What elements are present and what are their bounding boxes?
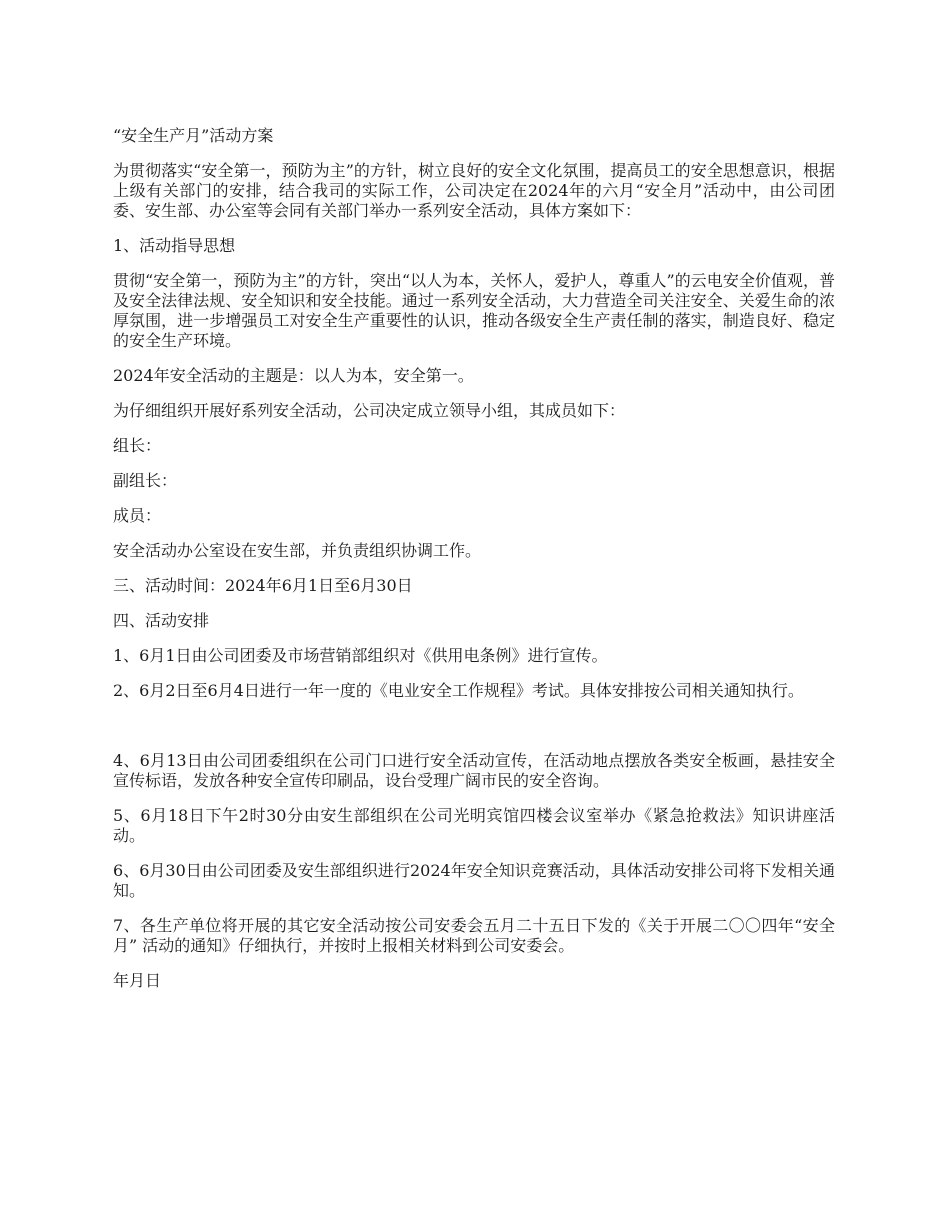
intro-paragraph: 为贯彻落实“安全第一，预防为主”的方针，树立良好的安全文化氛围，提高员工的安全思想意识，根据上级有关部门的安排，结合我司的实际工作，公司决定在2024年的六月“安全月”活动中，由公司团委、安生部、办公室等会同有关部门举办一系列安全活动，具体方案如下：	[113, 161, 835, 220]
leadership-group-paragraph: 为仔细组织开展好系列安全活动，公司决定成立领导小组，其成员如下：	[113, 401, 626, 420]
date-line: 年月日	[113, 971, 162, 990]
arrangement-item-7: 7、各生产单位将开展的其它安全活动按公司安委会五月二十五日下发的《关于开展二〇〇四年“安全月” 活动的通知》仔细执行，并按时上报相关材料到公司安委会。	[113, 916, 835, 955]
guiding-thought-paragraph: 贯彻“安全第一，预防为主”的方针，突出“以人为本，关怀人，爱护人，尊重人”的云电安全价值观，普及安全法律法规、安全知识和安全技能。通过一系列安全活动，大力营造全司关注安全、关爱生命的浓厚氛围，进一步增强员工对安全生产重要性的认识，推动各级安全生产责任制的落实，制造良好、稳定的安全生产环境。	[113, 271, 835, 350]
section-heading-activity-arrangement: 四、活动安排	[113, 611, 210, 630]
section-heading-activity-time: 三、活动时间：2024年6月1日至6月30日	[113, 576, 413, 595]
arrangement-item-4: 4、6月13日由公司团委组织在公司门口进行安全活动宣传，在活动地点摆放各类安全板画，悬挂安全宣传标语，发放各种安全宣传印刷品，设台受理广阔市民的安全咨询。	[113, 751, 835, 790]
arrangement-item-1: 1、6月1日由公司团委及市场营销部组织对《供用电条例》进行宣传。	[113, 646, 608, 665]
arrangement-item-6: 6、6月30日由公司团委及安生部组织进行2024年安全知识竞赛活动，具体活动安排公司将下发相关通知。	[113, 861, 835, 900]
arrangement-item-2: 2、6月2日至6月4日进行一年一度的《电业安全工作规程》考试。具体安排按公司相关通知执行。	[113, 681, 804, 700]
document-page	[113, 126, 835, 1006]
office-paragraph: 安全活动办公室设在安生部，并负责组织协调工作。	[113, 541, 482, 560]
arrangement-item-5: 5、6月18日下午2时30分由安生部组织在公司光明宾馆四楼会议室举办《紧急抢救法》知识讲座活动。	[113, 806, 835, 845]
members-line: 成员：	[113, 506, 162, 525]
section-heading-guiding-thought: 1、活动指导思想	[113, 236, 236, 255]
deputy-leader-line: 副组长：	[113, 471, 178, 490]
blank-gap	[113, 716, 835, 751]
document-title: “安全生产月”活动方案	[113, 126, 274, 145]
theme-paragraph: 2024年安全活动的主题是：以人为本，安全第一。	[113, 366, 474, 385]
group-leader-line: 组长：	[113, 436, 162, 455]
